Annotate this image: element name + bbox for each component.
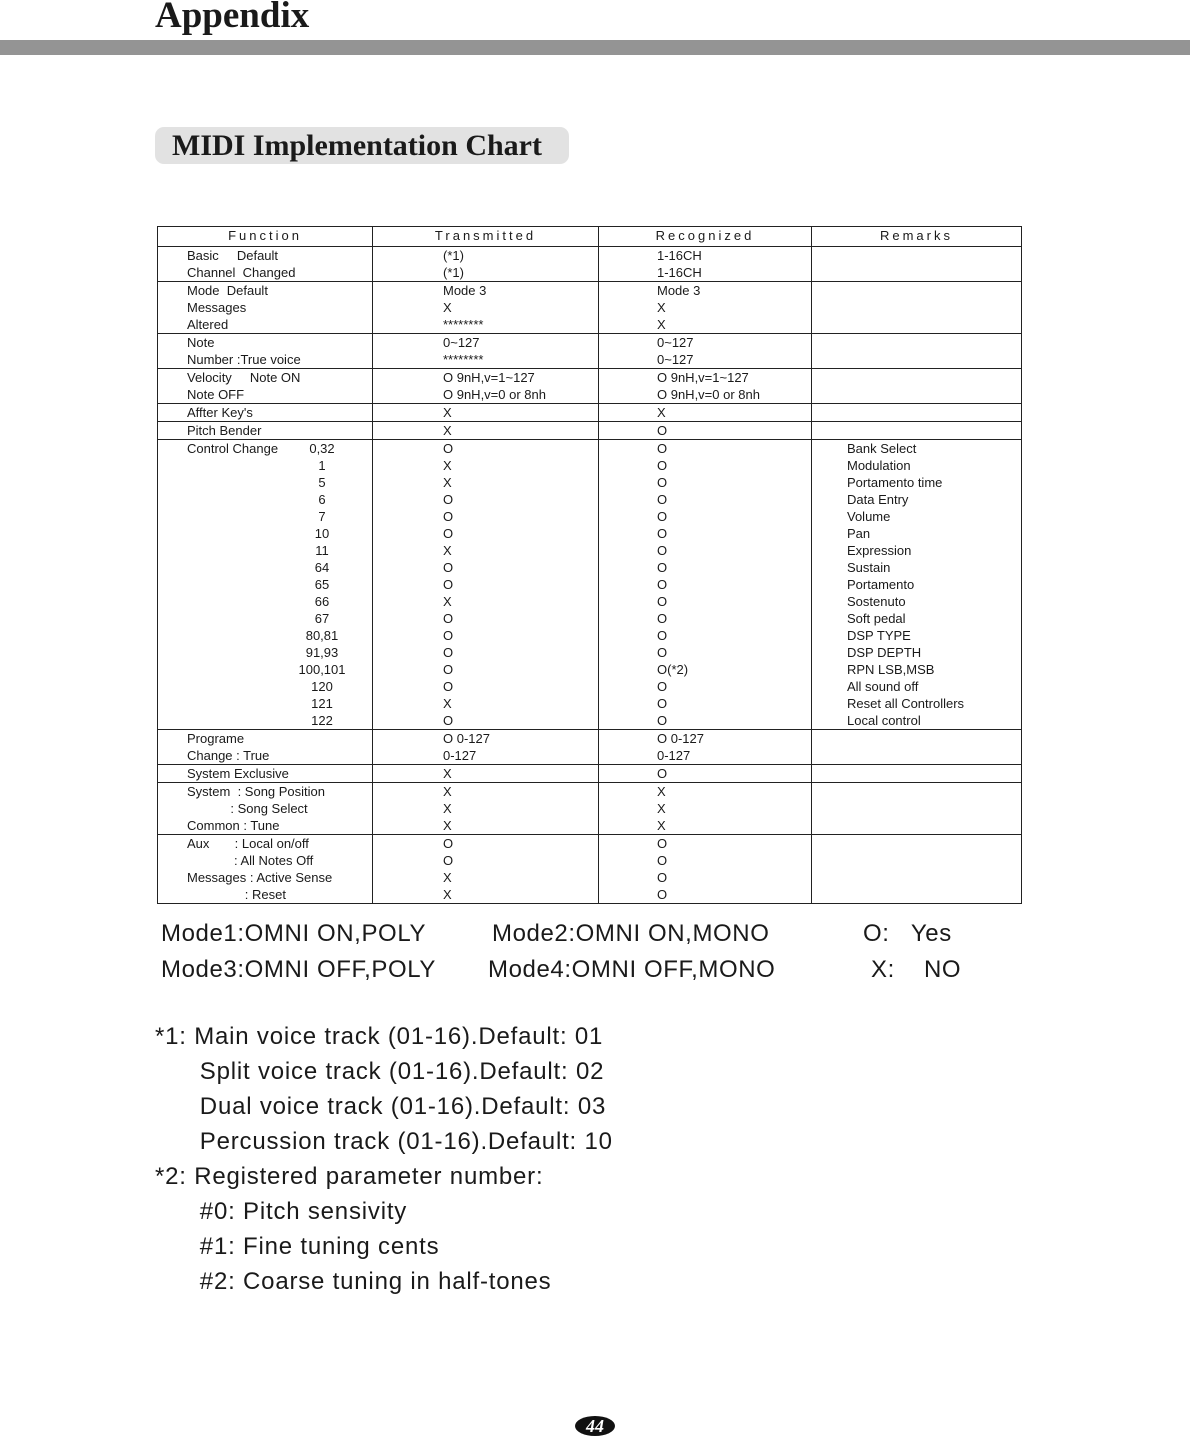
transmitted-line: O <box>443 679 454 694</box>
header-remarks: Remarks <box>879 228 953 243</box>
transmitted-line: X <box>443 475 452 490</box>
transmitted-line: O 9nH,v=0 or 8nh <box>443 387 546 402</box>
transmitted-line: (*1) <box>443 248 464 263</box>
transmitted-line: ******** <box>443 352 484 367</box>
table-row <box>158 334 1021 369</box>
remarks-line <box>812 386 1021 403</box>
remarks-line <box>812 852 1021 869</box>
cell-transmitted <box>373 730 599 764</box>
function-line: System Exclusive <box>187 766 289 781</box>
transmitted-line: (*1) <box>443 265 464 280</box>
function-line: : Reset <box>187 887 286 902</box>
recognized-line: O <box>657 475 668 490</box>
cell-function <box>158 730 373 764</box>
controller-number: 7 <box>318 509 326 524</box>
transmitted-line: X <box>443 594 452 609</box>
legend-mode4: Mode4:OMNI OFF,MONO <box>488 956 776 983</box>
controller-number: 67 <box>314 611 330 626</box>
function-line <box>158 593 372 610</box>
transmitted-line: O <box>443 560 454 575</box>
transmitted-line: X <box>443 818 452 833</box>
transmitted-line: X <box>443 870 452 885</box>
function-line <box>158 474 372 491</box>
cell-recognized <box>599 282 812 333</box>
transmitted-line: ******** <box>443 317 484 332</box>
remarks-line: Data Entry <box>847 492 909 507</box>
cell-transmitted <box>373 765 599 782</box>
cell-recognized <box>599 783 812 834</box>
remarks-line: Pan <box>847 526 871 541</box>
transmitted-line: O <box>443 577 454 592</box>
function-line: Common : Tune <box>187 818 280 833</box>
remarks-line <box>812 730 1021 747</box>
function-line: Velocity Note ON <box>187 370 301 385</box>
cell-transmitted <box>373 334 599 368</box>
page-number: 44 <box>575 1416 615 1436</box>
table-row <box>158 369 1021 404</box>
header-function: Function <box>158 227 373 246</box>
cell-function <box>158 765 373 782</box>
cell-transmitted <box>373 369 599 403</box>
cell-transmitted <box>373 404 599 421</box>
midi-implementation-table <box>157 226 1022 904</box>
function-line: Altered <box>187 317 229 332</box>
recognized-line: O <box>657 577 668 592</box>
cell-recognized <box>599 369 812 403</box>
footnote-line: #2: Coarse tuning in half-tones <box>155 1268 552 1295</box>
function-line <box>158 440 372 457</box>
function-line: Aux : Local on/off <box>187 836 309 851</box>
remarks-line: Portamento <box>847 577 915 592</box>
function-line: Channel Changed <box>187 265 296 280</box>
recognized-line: O(*2) <box>657 662 689 677</box>
controller-number: 11 <box>315 543 329 558</box>
remarks-line: RPN LSB,MSB <box>847 662 935 677</box>
transmitted-line: X <box>443 766 452 781</box>
recognized-line: O <box>657 766 668 781</box>
table-row <box>158 730 1021 765</box>
table-row <box>158 783 1021 835</box>
cell-remarks <box>812 247 1021 281</box>
recognized-line: X <box>657 300 666 315</box>
remarks-line: Bank Select <box>847 441 917 456</box>
transmitted-line: O <box>443 662 454 677</box>
transmitted-line: X <box>443 801 452 816</box>
remarks-line <box>812 886 1021 903</box>
cell-transmitted <box>373 783 599 834</box>
table-row <box>158 404 1021 422</box>
remarks-line: Portamento time <box>847 475 943 490</box>
cell-recognized <box>599 440 812 729</box>
transmitted-line: O <box>443 526 454 541</box>
legend-mode1: Mode1:OMNI ON,POLY <box>161 920 427 947</box>
recognized-line: O <box>657 853 668 868</box>
controller-number: 120 <box>311 679 333 694</box>
footnote-line: *2: Registered parameter number: <box>155 1163 544 1190</box>
footnote-line: Split voice track (01-16).Default: 02 <box>155 1058 605 1085</box>
recognized-line: O <box>657 560 668 575</box>
recognized-line: X <box>657 317 666 332</box>
transmitted-line: O <box>443 611 454 626</box>
cell-recognized <box>599 404 812 421</box>
cell-remarks <box>812 730 1021 764</box>
section-heading <box>155 127 569 164</box>
cell-function <box>158 334 373 368</box>
remarks-line <box>812 817 1021 834</box>
cell-recognized <box>599 334 812 368</box>
controller-number: 121 <box>311 696 333 711</box>
remarks-line <box>812 334 1021 351</box>
cell-remarks <box>812 765 1021 782</box>
remarks-line: Expression <box>847 543 912 558</box>
footnote-line: Percussion track (01-16).Default: 10 <box>155 1128 613 1155</box>
recognized-line: X <box>657 405 666 420</box>
function-line <box>158 627 372 644</box>
remarks-line: DSP DEPTH <box>847 645 922 660</box>
cell-transmitted <box>373 247 599 281</box>
footnote-line: Dual voice track (01-16).Default: 03 <box>155 1093 607 1120</box>
transmitted-line: X <box>443 543 452 558</box>
page-title: Appendix <box>155 0 310 36</box>
recognized-line: O <box>657 836 668 851</box>
legend-no: X: NO <box>871 956 962 983</box>
recognized-line: X <box>657 818 666 833</box>
function-line: Change : True <box>187 748 270 763</box>
function-line: Note OFF <box>187 387 245 402</box>
recognized-line: O 9nH,v=1~127 <box>657 370 749 385</box>
controller-number: 122 <box>311 713 333 728</box>
header-recognized: Recognized <box>599 227 812 246</box>
recognized-line: 1-16CH <box>657 265 702 280</box>
function-line: Basic Default <box>187 248 279 263</box>
remarks-line <box>812 351 1021 368</box>
transmitted-line: X <box>443 887 452 902</box>
function-line <box>158 678 372 695</box>
remarks-line <box>812 765 1021 782</box>
remarks-line: Reset all Controllers <box>847 696 965 711</box>
function-line <box>158 559 372 576</box>
recognized-line: O <box>657 870 668 885</box>
recognized-line: Mode 3 <box>657 283 701 298</box>
cell-function <box>158 282 373 333</box>
cell-remarks <box>812 440 1021 729</box>
controller-number: 6 <box>318 492 326 507</box>
remarks-line <box>812 869 1021 886</box>
function-line <box>158 491 372 508</box>
footnote-line: #1: Fine tuning cents <box>155 1233 440 1260</box>
remarks-line: Local control <box>847 713 921 728</box>
recognized-line: O <box>657 628 668 643</box>
header-transmitted: Transmitted <box>373 227 599 246</box>
function-line <box>158 644 372 661</box>
remarks-line: Sustain <box>847 560 891 575</box>
controller-number: 65 <box>314 577 330 592</box>
cell-transmitted <box>373 835 599 903</box>
function-line <box>158 610 372 627</box>
recognized-line: O 9nH,v=0 or 8nh <box>657 387 760 402</box>
cell-remarks <box>812 282 1021 333</box>
function-line: Mode Default <box>187 283 268 298</box>
transmitted-line: O 9nH,v=1~127 <box>443 370 535 385</box>
cell-remarks <box>812 404 1021 421</box>
cell-recognized <box>599 835 812 903</box>
remarks-line <box>812 747 1021 764</box>
function-line: Messages : Active Sense <box>187 870 333 885</box>
cell-function <box>158 247 373 281</box>
table-row <box>158 835 1021 903</box>
controller-number: 1 <box>318 458 326 473</box>
transmitted-line: O <box>443 836 454 851</box>
controller-number: 80,81 <box>305 628 339 643</box>
legend-mode3: Mode3:OMNI OFF,POLY <box>161 956 437 983</box>
remarks-line <box>812 404 1021 421</box>
cell-transmitted <box>373 422 599 439</box>
table-header <box>158 227 1021 247</box>
recognized-line: O <box>657 611 668 626</box>
table-row <box>158 440 1021 730</box>
recognized-line: 0~127 <box>657 335 694 350</box>
remarks-line <box>812 800 1021 817</box>
function-line <box>158 661 372 678</box>
function-line <box>158 508 372 525</box>
table-row <box>158 765 1021 783</box>
recognized-line: O <box>657 679 668 694</box>
cell-remarks <box>812 369 1021 403</box>
controller-number: 64 <box>314 560 330 575</box>
function-line: : Song Select <box>187 801 308 816</box>
transmitted-line: 0~127 <box>443 335 480 350</box>
function-line: Pitch Bender <box>187 423 262 438</box>
function-line: Affter Key's <box>187 405 253 420</box>
function-line: Note <box>187 335 215 350</box>
function-line: System : Song Position <box>187 784 326 799</box>
cell-recognized <box>599 422 812 439</box>
function-line: : All Notes Off <box>187 853 314 868</box>
controller-number: 66 <box>314 594 330 609</box>
remarks-line: Volume <box>847 509 891 524</box>
transmitted-line: X <box>443 784 452 799</box>
remarks-line: Sostenuto <box>847 594 906 609</box>
cell-function <box>158 369 373 403</box>
transmitted-line: X <box>443 423 452 438</box>
recognized-line: 0-127 <box>657 748 691 763</box>
cell-remarks <box>812 783 1021 834</box>
recognized-line: X <box>657 784 666 799</box>
recognized-line: O <box>657 645 668 660</box>
function-line <box>158 457 372 474</box>
recognized-line: O <box>657 441 668 456</box>
transmitted-line: O <box>443 853 454 868</box>
transmitted-line: O <box>443 441 454 456</box>
remarks-line: Modulation <box>847 458 911 473</box>
section-title: MIDI Implementation Chart <box>172 129 542 162</box>
transmitted-line: O <box>443 713 454 728</box>
recognized-line: O <box>657 509 668 524</box>
table-row <box>158 422 1021 440</box>
transmitted-line: Mode 3 <box>443 283 487 298</box>
controller-number: 100,101 <box>298 662 346 677</box>
function-line <box>158 695 372 712</box>
cell-transmitted <box>373 440 599 729</box>
remarks-line <box>812 299 1021 316</box>
transmitted-line: X <box>443 300 452 315</box>
cell-function <box>158 422 373 439</box>
transmitted-line: X <box>443 696 452 711</box>
remarks-line <box>812 316 1021 333</box>
recognized-line: O <box>657 423 668 438</box>
function-line: Messages <box>187 300 247 315</box>
legend-mode2: Mode2:OMNI ON,MONO <box>492 920 770 947</box>
table-body <box>158 247 1021 903</box>
footnote-line: #0: Pitch sensivity <box>155 1198 408 1225</box>
remarks-line <box>812 369 1021 386</box>
function-label: Control Change <box>187 441 279 456</box>
cell-function <box>158 783 373 834</box>
remarks-line <box>812 264 1021 281</box>
cell-function <box>158 835 373 903</box>
function-line <box>158 542 372 559</box>
recognized-line: O <box>657 458 668 473</box>
function-line: Number :True voice <box>187 352 301 367</box>
recognized-line: O <box>657 526 668 541</box>
controller-number: 91,93 <box>305 645 339 660</box>
table-row <box>158 247 1021 282</box>
table-row <box>158 282 1021 334</box>
cell-function <box>158 404 373 421</box>
transmitted-line: O 0-127 <box>443 731 490 746</box>
function-line <box>158 576 372 593</box>
function-line <box>158 712 372 729</box>
recognized-line: 1-16CH <box>657 248 702 263</box>
function-line <box>158 525 372 542</box>
footnote-line: *1: Main voice track (01-16).Default: 01 <box>155 1023 604 1050</box>
remarks-line: All sound off <box>847 679 919 694</box>
transmitted-line: 0-127 <box>443 748 477 763</box>
cell-remarks <box>812 334 1021 368</box>
transmitted-line: X <box>443 458 452 473</box>
recognized-line: 0~127 <box>657 352 694 367</box>
recognized-line: O 0-127 <box>657 731 704 746</box>
controller-number: 5 <box>318 475 326 490</box>
cell-transmitted <box>373 282 599 333</box>
remarks-line <box>812 422 1021 439</box>
recognized-line: O <box>657 713 668 728</box>
cell-remarks <box>812 835 1021 903</box>
remarks-line: DSP TYPE <box>847 628 911 643</box>
recognized-line: O <box>657 543 668 558</box>
transmitted-line: O <box>443 492 454 507</box>
recognized-line: O <box>657 696 668 711</box>
recognized-line: X <box>657 801 666 816</box>
cell-recognized <box>599 765 812 782</box>
recognized-line: O <box>657 594 668 609</box>
remarks-line <box>812 835 1021 852</box>
transmitted-line: O <box>443 628 454 643</box>
legend-yes: O: Yes <box>863 920 952 947</box>
cell-recognized <box>599 730 812 764</box>
header-divider <box>0 40 1190 55</box>
cell-remarks <box>812 422 1021 439</box>
recognized-line: O <box>657 492 668 507</box>
remarks-line <box>812 282 1021 299</box>
cell-function <box>158 440 373 729</box>
controller-number: 10 <box>314 526 330 541</box>
controller-number: 0,32 <box>309 441 335 456</box>
recognized-line: O <box>657 887 668 902</box>
cell-recognized <box>599 247 812 281</box>
transmitted-line: O <box>443 509 454 524</box>
remarks-line <box>812 783 1021 800</box>
transmitted-line: O <box>443 645 454 660</box>
transmitted-line: X <box>443 405 452 420</box>
remarks-line: Soft pedal <box>847 611 906 626</box>
function-line: Programe <box>187 731 245 746</box>
remarks-line <box>812 247 1021 264</box>
